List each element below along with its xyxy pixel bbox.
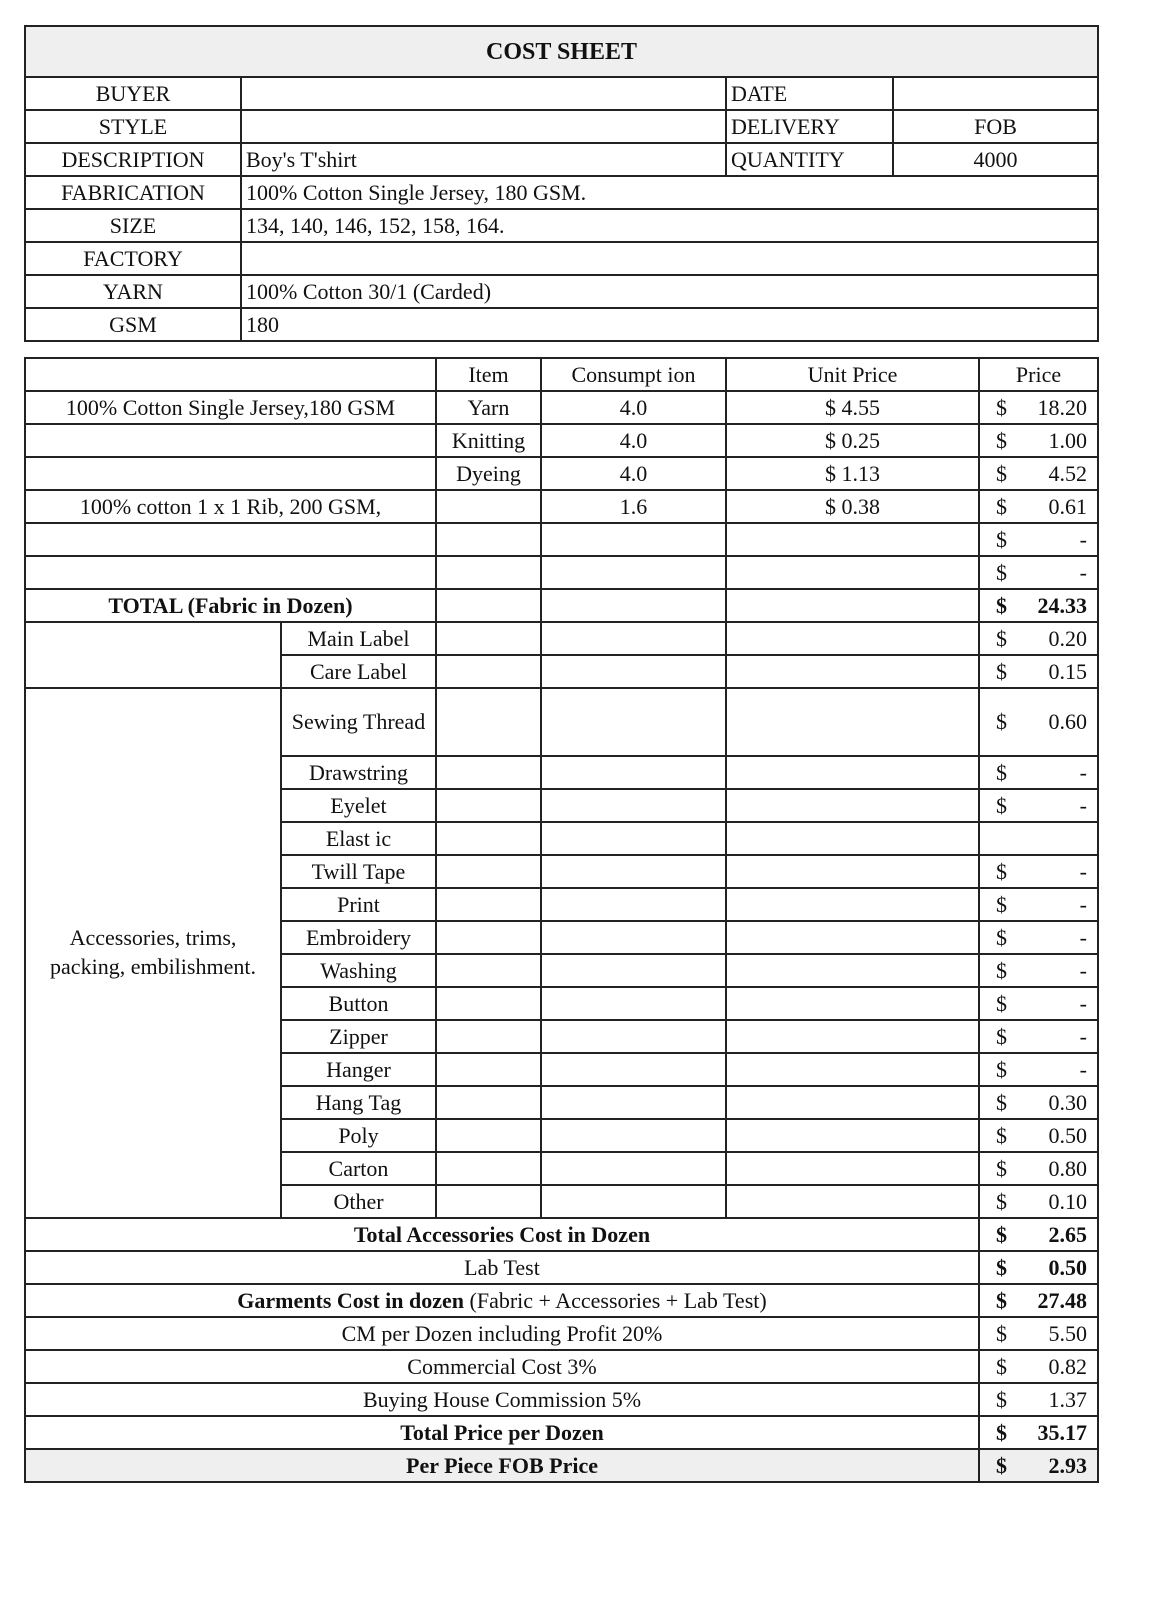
price-value: 0.60 <box>1048 709 1087 734</box>
price-cell <box>979 1086 1098 1119</box>
currency-symbol: $ <box>996 759 1007 785</box>
currency-symbol: $ <box>996 1023 1007 1049</box>
price-value: 2.65 <box>1048 1221 1087 1247</box>
currency-symbol: $ <box>996 924 1007 950</box>
column-header-consumption: Consumpt ion <box>541 358 726 391</box>
empty-cell <box>726 855 979 888</box>
price-value: 24.33 <box>1037 592 1087 618</box>
price-cell <box>979 921 1098 954</box>
yarn-label: YARN <box>25 275 241 308</box>
fabric-item: Knitting <box>436 424 541 457</box>
price-cell <box>979 655 1098 688</box>
price-value: 0.15 <box>1048 658 1087 684</box>
fabric-unit-price: $ 4.55 <box>726 391 979 424</box>
price-cell <box>979 589 1098 622</box>
delivery-value: FOB <box>893 110 1098 143</box>
price-cell <box>979 855 1098 888</box>
accessory-item: Drawstring <box>281 756 436 789</box>
cost-breakdown-table <box>24 357 1099 1483</box>
summary-label-suffix: (Fabric + Accessories + Lab Test) <box>464 1287 767 1313</box>
price-value: 0.20 <box>1048 625 1087 651</box>
accessory-item: Embroidery <box>281 921 436 954</box>
empty-cell <box>436 888 541 921</box>
accessory-item: Elast ic <box>281 822 436 855</box>
column-header-item: Item <box>436 358 541 391</box>
currency-symbol: $ <box>996 990 1007 1016</box>
accessory-item: Hanger <box>281 1053 436 1086</box>
currency-symbol: $ <box>996 658 1007 684</box>
empty-cell <box>436 756 541 789</box>
fabric-unit-price: $ 0.25 <box>726 424 979 457</box>
empty-cell <box>436 789 541 822</box>
fabric-description <box>25 424 436 457</box>
fabric-consumption: 4.0 <box>541 457 726 490</box>
factory-value <box>241 242 1098 275</box>
summary-row <box>25 1383 1098 1416</box>
fabric-unit-price: $ 1.13 <box>726 457 979 490</box>
empty-cell <box>436 1185 541 1218</box>
currency-symbol: $ <box>996 460 1007 486</box>
empty-cell <box>436 987 541 1020</box>
price-cell <box>979 1185 1098 1218</box>
empty-cell <box>726 1119 979 1152</box>
date-value <box>893 77 1098 110</box>
summary-label <box>25 1416 979 1449</box>
price-value: 0.30 <box>1048 1089 1087 1115</box>
summary-row <box>25 1251 1098 1284</box>
currency-symbol: $ <box>996 592 1007 618</box>
price-cell <box>979 1284 1098 1317</box>
currency-symbol: $ <box>996 1089 1007 1115</box>
currency-symbol: $ <box>996 1287 1007 1313</box>
size-label: SIZE <box>25 209 241 242</box>
price-cell <box>979 1350 1098 1383</box>
fabric-row <box>25 556 1098 589</box>
empty-cell <box>541 822 726 855</box>
summary-label <box>25 1218 979 1251</box>
price-cell <box>979 1416 1098 1449</box>
currency-symbol: $ <box>996 493 1007 519</box>
empty-cell <box>541 921 726 954</box>
empty-cell <box>726 822 979 855</box>
style-label: STYLE <box>25 110 241 143</box>
column-header-unit-price: Unit Price <box>726 358 979 391</box>
fabric-unit-price: $ 0.38 <box>726 490 979 523</box>
fabric-item <box>436 490 541 523</box>
fabric-row <box>25 391 1098 424</box>
currency-symbol: $ <box>996 792 1007 818</box>
accessory-item: Washing <box>281 954 436 987</box>
empty-cell <box>436 1152 541 1185</box>
price-value: 1.00 <box>1048 427 1087 453</box>
price-value: - <box>1079 990 1087 1016</box>
summary-label-text: Total Accessories Cost in Dozen <box>353 1221 651 1247</box>
empty-cell <box>436 1086 541 1119</box>
accessory-row <box>25 688 1098 756</box>
empty-cell <box>541 688 726 756</box>
accessory-item: Hang Tag <box>281 1086 436 1119</box>
summary-label <box>25 1251 979 1284</box>
currency-symbol: $ <box>996 1353 1007 1379</box>
currency-symbol: $ <box>996 427 1007 453</box>
price-cell <box>979 556 1098 589</box>
empty-cell <box>726 954 979 987</box>
description-value: Boy's T'shirt <box>241 143 726 176</box>
accessory-group-label: Accessories, trims, packing, embilishment. <box>25 688 281 1218</box>
summary-label-text: Lab Test <box>464 1254 540 1280</box>
price-value: - <box>1079 924 1087 950</box>
currency-symbol: $ <box>996 1419 1007 1445</box>
fabric-consumption <box>541 556 726 589</box>
price-cell <box>979 1251 1098 1284</box>
empty-cell <box>726 688 979 756</box>
empty-cell <box>436 822 541 855</box>
price-cell <box>979 424 1098 457</box>
buyer-label: BUYER <box>25 77 241 110</box>
price-value: 0.61 <box>1048 493 1087 519</box>
currency-symbol: $ <box>996 1221 1007 1247</box>
summary-label-text: Garments Cost in dozen <box>237 1287 465 1313</box>
accessory-item: Main Label <box>281 622 436 655</box>
price-cell <box>979 1317 1098 1350</box>
description-label: DESCRIPTION <box>25 143 241 176</box>
accessory-item: Twill Tape <box>281 855 436 888</box>
summary-label-text: CM per Dozen including Profit 20% <box>341 1320 663 1346</box>
empty-cell <box>726 1152 979 1185</box>
price-cell <box>979 1218 1098 1251</box>
empty-cell <box>541 1119 726 1152</box>
currency-symbol: $ <box>996 1188 1007 1214</box>
empty-cell <box>726 1020 979 1053</box>
summary-row <box>25 1317 1098 1350</box>
currency-symbol: $ <box>996 858 1007 884</box>
fabric-item <box>436 523 541 556</box>
gsm-label: GSM <box>25 308 241 341</box>
price-cell <box>979 1053 1098 1086</box>
fabric-consumption <box>541 523 726 556</box>
summary-label-text: Total Price per Dozen <box>400 1419 604 1445</box>
currency-symbol: $ <box>996 394 1007 420</box>
empty-cell <box>541 1053 726 1086</box>
size-value: 134, 140, 146, 152, 158, 164. <box>241 209 1098 242</box>
empty-cell <box>726 921 979 954</box>
fabric-item <box>436 556 541 589</box>
price-value: - <box>1079 792 1087 818</box>
fabric-description <box>25 556 436 589</box>
accessory-item: Button <box>281 987 436 1020</box>
empty-cell <box>436 1053 541 1086</box>
price-cell <box>979 1119 1098 1152</box>
fabric-row <box>25 490 1098 523</box>
empty-cell <box>436 622 541 655</box>
empty-cell <box>436 1119 541 1152</box>
price-cell <box>979 391 1098 424</box>
price-value: 18.20 <box>1037 394 1087 420</box>
accessory-item: Poly <box>281 1119 436 1152</box>
price-value: 35.17 <box>1037 1419 1087 1445</box>
empty-cell <box>436 688 541 756</box>
empty-cell <box>726 987 979 1020</box>
date-label: DATE <box>726 77 893 110</box>
price-value: 0.50 <box>1048 1254 1087 1280</box>
empty-cell <box>541 1152 726 1185</box>
summary-label <box>25 1317 979 1350</box>
summary-label <box>25 1383 979 1416</box>
empty-cell <box>541 756 726 789</box>
summary-label <box>25 1350 979 1383</box>
yarn-value: 100% Cotton 30/1 (Carded) <box>241 275 1098 308</box>
fabric-unit-price <box>726 523 979 556</box>
empty-cell <box>541 622 726 655</box>
fabric-item: Dyeing <box>436 457 541 490</box>
empty-cell <box>541 987 726 1020</box>
fabric-consumption: 4.0 <box>541 391 726 424</box>
price-cell <box>979 1383 1098 1416</box>
fabric-header-row <box>25 358 1098 391</box>
fabric-description: 100% Cotton Single Jersey,180 GSM <box>25 391 436 424</box>
fabric-item: Yarn <box>436 391 541 424</box>
fabric-description <box>25 523 436 556</box>
price-cell <box>979 523 1098 556</box>
quantity-label: QUANTITY <box>726 143 893 176</box>
summary-label <box>25 1449 979 1482</box>
price-value: 0.82 <box>1048 1353 1087 1379</box>
price-cell <box>979 954 1098 987</box>
empty-cell <box>541 855 726 888</box>
currency-symbol: $ <box>996 526 1007 552</box>
price-value: 1.37 <box>1048 1386 1087 1412</box>
empty-cell <box>726 1086 979 1119</box>
currency-symbol: $ <box>996 1122 1007 1148</box>
summary-row <box>25 1449 1098 1482</box>
quantity-value: 4000 <box>893 143 1098 176</box>
price-value: - <box>1079 858 1087 884</box>
price-cell <box>979 1449 1098 1482</box>
accessory-row <box>25 622 1098 655</box>
accessory-item: Other <box>281 1185 436 1218</box>
price-cell <box>979 756 1098 789</box>
empty-cell <box>436 954 541 987</box>
empty-cell <box>541 888 726 921</box>
page-title: COST SHEET <box>25 26 1098 77</box>
empty-cell <box>436 855 541 888</box>
accessory-item: Care Label <box>281 655 436 688</box>
column-header-price: Price <box>979 358 1098 391</box>
price-cell <box>979 457 1098 490</box>
cost-sheet-header-table <box>24 25 1099 342</box>
empty-cell <box>726 622 979 655</box>
price-value: 0.50 <box>1048 1122 1087 1148</box>
factory-label: FACTORY <box>25 242 241 275</box>
currency-symbol: $ <box>996 957 1007 983</box>
fabric-consumption: 4.0 <box>541 424 726 457</box>
empty-cell <box>726 1053 979 1086</box>
gsm-value: 180 <box>241 308 1098 341</box>
empty-cell <box>726 1185 979 1218</box>
accessory-group-blank <box>25 622 281 688</box>
empty-cell <box>541 655 726 688</box>
summary-label <box>25 1284 979 1317</box>
price-cell <box>979 789 1098 822</box>
price-cell <box>979 490 1098 523</box>
price-cell <box>979 1020 1098 1053</box>
price-cell <box>979 987 1098 1020</box>
price-value: - <box>1079 759 1087 785</box>
summary-label-text: Per Piece FOB Price <box>406 1452 598 1478</box>
summary-row <box>25 1284 1098 1317</box>
empty-cell <box>541 589 726 622</box>
empty-cell <box>726 789 979 822</box>
empty-cell <box>726 655 979 688</box>
currency-symbol: $ <box>996 559 1007 585</box>
price-cell <box>979 1152 1098 1185</box>
style-value <box>241 110 726 143</box>
empty-cell <box>541 954 726 987</box>
empty-cell <box>541 1086 726 1119</box>
currency-symbol: $ <box>996 625 1007 651</box>
price-value: 27.48 <box>1037 1287 1087 1313</box>
accessory-item: Print <box>281 888 436 921</box>
price-value: 2.93 <box>1048 1452 1087 1478</box>
price-value: 0.10 <box>1048 1188 1087 1214</box>
fabric-row <box>25 424 1098 457</box>
price-value: - <box>1079 1056 1087 1082</box>
empty-cell <box>726 589 979 622</box>
empty-cell <box>436 921 541 954</box>
price-value: - <box>1079 1023 1087 1049</box>
currency-symbol: $ <box>996 1386 1007 1412</box>
empty-cell <box>541 1020 726 1053</box>
price-cell <box>979 822 1098 855</box>
currency-symbol: $ <box>996 1320 1007 1346</box>
fabric-total-row <box>25 589 1098 622</box>
fabric-row <box>25 523 1098 556</box>
accessory-item: Eyelet <box>281 789 436 822</box>
accessory-item: Zipper <box>281 1020 436 1053</box>
empty-cell <box>541 789 726 822</box>
currency-symbol: $ <box>996 1155 1007 1181</box>
fabric-total-label: TOTAL (Fabric in Dozen) <box>25 589 436 622</box>
empty-cell <box>436 589 541 622</box>
empty-cell <box>726 756 979 789</box>
currency-symbol: $ <box>996 1452 1007 1478</box>
price-value: 5.50 <box>1048 1320 1087 1346</box>
buyer-value <box>241 77 726 110</box>
empty-cell <box>726 888 979 921</box>
price-value: - <box>1079 957 1087 983</box>
price-cell <box>979 888 1098 921</box>
fabric-row <box>25 457 1098 490</box>
delivery-label: DELIVERY <box>726 110 893 143</box>
currency-symbol: $ <box>996 1254 1007 1280</box>
price-cell <box>979 688 1098 756</box>
accessory-item: Carton <box>281 1152 436 1185</box>
summary-label-text: Buying House Commission 5% <box>362 1386 642 1412</box>
price-value: 0.80 <box>1048 1155 1087 1181</box>
currency-symbol: $ <box>996 709 1007 734</box>
fabric-description <box>25 457 436 490</box>
fabrication-value: 100% Cotton Single Jersey, 180 GSM. <box>241 176 1098 209</box>
price-value: 4.52 <box>1048 460 1087 486</box>
currency-symbol: $ <box>996 891 1007 917</box>
currency-symbol: $ <box>996 1056 1007 1082</box>
accessory-item: Sewing Thread <box>281 688 436 756</box>
fabric-unit-price <box>726 556 979 589</box>
fabrication-label: FABRICATION <box>25 176 241 209</box>
fabric-description: 100% cotton 1 x 1 Rib, 200 GSM, <box>25 490 436 523</box>
summary-row <box>25 1416 1098 1449</box>
fabric-consumption: 1.6 <box>541 490 726 523</box>
column-header-description <box>25 358 436 391</box>
summary-label-text: Commercial Cost 3% <box>407 1353 597 1379</box>
empty-cell <box>436 655 541 688</box>
summary-row <box>25 1350 1098 1383</box>
price-value: - <box>1079 891 1087 917</box>
empty-cell <box>541 1185 726 1218</box>
price-cell <box>979 622 1098 655</box>
summary-row <box>25 1218 1098 1251</box>
empty-cell <box>436 1020 541 1053</box>
price-value: - <box>1079 559 1087 585</box>
price-value: - <box>1079 526 1087 552</box>
